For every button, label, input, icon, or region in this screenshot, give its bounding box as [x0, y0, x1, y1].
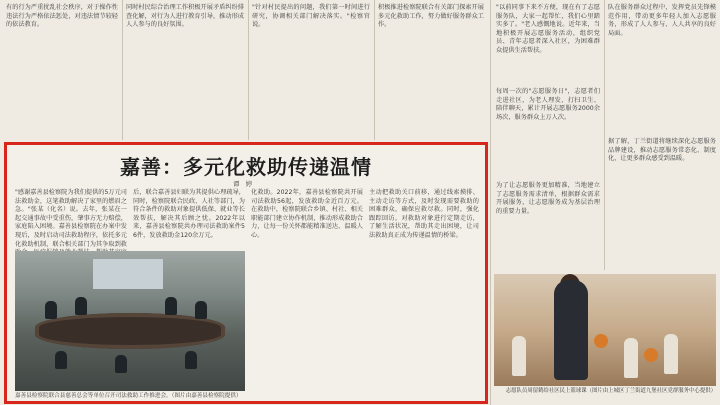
- basketball-class-photo: [494, 274, 716, 386]
- highlighted-article: [4, 142, 488, 404]
- upper-text-column-2: 同时村民综合治理工作积极开展矛盾纠纷排查化解，对行为人进行教育引导，推动形成人人参与的良好氛围。: [126, 4, 244, 29]
- right-text-column-4: 队在服务群众过程中，发挥党员先锋模范作用，带动更多年轻人加入志愿服务，形成了人人参与、人人共享的良好局面。: [608, 4, 716, 37]
- article-byline: 谭 婷: [233, 180, 255, 188]
- column-divider: [604, 0, 605, 270]
- article-column-4: 主动把救助关口前移，通过线索摸排、主动走访等方式，及时发现需要救助的困难群众，确保应救尽救。同时，强化跟踪回访，对救助对象进行定期走访，了解生活状况，帮助其走出困境，让司法救助真正成为传递温情的桥梁。: [369, 189, 479, 239]
- article-headline: 嘉善：多元化救助传递温情: [120, 155, 372, 179]
- right-text-column-1: "以前同事下来不方便，现在有了志愿服务队，大家一起帮忙，我们心里踏实多了。"老人感慨地说。近年来，当地积极开展志愿服务活动，组织党员、青年志愿者深入社区，为困难群众提供生活帮扶。: [496, 4, 600, 54]
- photo-caption-right: 志愿队员周留鹤给社区民上篮球课（图片由上城区丁兰街道九堡社区党群服务中心提供）: [505, 388, 716, 394]
- column-divider: [374, 0, 375, 140]
- column-divider: [122, 0, 123, 140]
- right-text-column-2: 每周一次的"志愿服务日"，志愿者们走进社区，为老人理发、打扫卫生、陪伴聊天，累计开展志愿服务2000余场次，服务群众上万人次。: [496, 88, 600, 121]
- right-text-column-5: 据了解，丁兰街道将继续深化志愿服务品牌建设，推动志愿服务常态化、制度化，让更多群众感受到温暖。: [608, 138, 716, 163]
- upper-text-column-3: "针对村民提出的问题，我们第一时间进行研究，协调相关部门解决落实。"检察官说。: [252, 4, 370, 29]
- column-divider: [248, 0, 249, 140]
- article-column-1: "感谢嘉善县检察院为我们提供的5万元司法救助金，这笔救助解决了家里的燃眉之急。"张某（化名）说。去年，张某在一起交通事故中受重伤，肇事方无力赔偿，家庭陷入困境。嘉善县检察院在办案中发现后，及时启动司法救助程序，依托多元化救助机制，联合相关部门为其争取到救: [15, 189, 127, 248]
- photo-caption: 嘉善县检察院联合县慈善总会等单位召开司法救助工作推进会。（图片由嘉善县检察院提供）: [15, 393, 242, 399]
- article-column-3: 化救助。2022年，嘉善县检察院共开展司法救助56起，发放救助金近百万元。在救助中，检察院联合乡镇、村社、相关职能部门建立协作机制，推动形成救助合力，让每一份关怀都能精准送达、温暖人心。: [251, 189, 363, 239]
- article-column-2: 后，联合嘉善县妇联为其提供心理疏导，同时，检察院联合民政、人社等部门，为符合条件的救助对象提供低保、就业等长效帮扶，解决其后顾之忧。2022年以来，嘉善县检察院共办理司法救助案件56件，发放救助金120余万元。: [133, 189, 245, 239]
- right-text-column-3: 为了让志愿服务更加精准，当地建立了志愿服务需求清单，根据群众需求开展服务，让志愿服务成为基层治理的重要力量。: [496, 182, 600, 215]
- meeting-photo: [15, 251, 245, 391]
- upper-text-column-1: 有的行为严重扰乱社会秩序，对于操作性违法行为严格依法惩处，对违法情节较轻的依法教育。: [6, 4, 118, 29]
- column-divider: [490, 0, 491, 405]
- upper-text-column-4: 积极推进检察院联合有关部门探索开展多元化救助工作，努力做好服务群众工作。: [378, 4, 484, 29]
